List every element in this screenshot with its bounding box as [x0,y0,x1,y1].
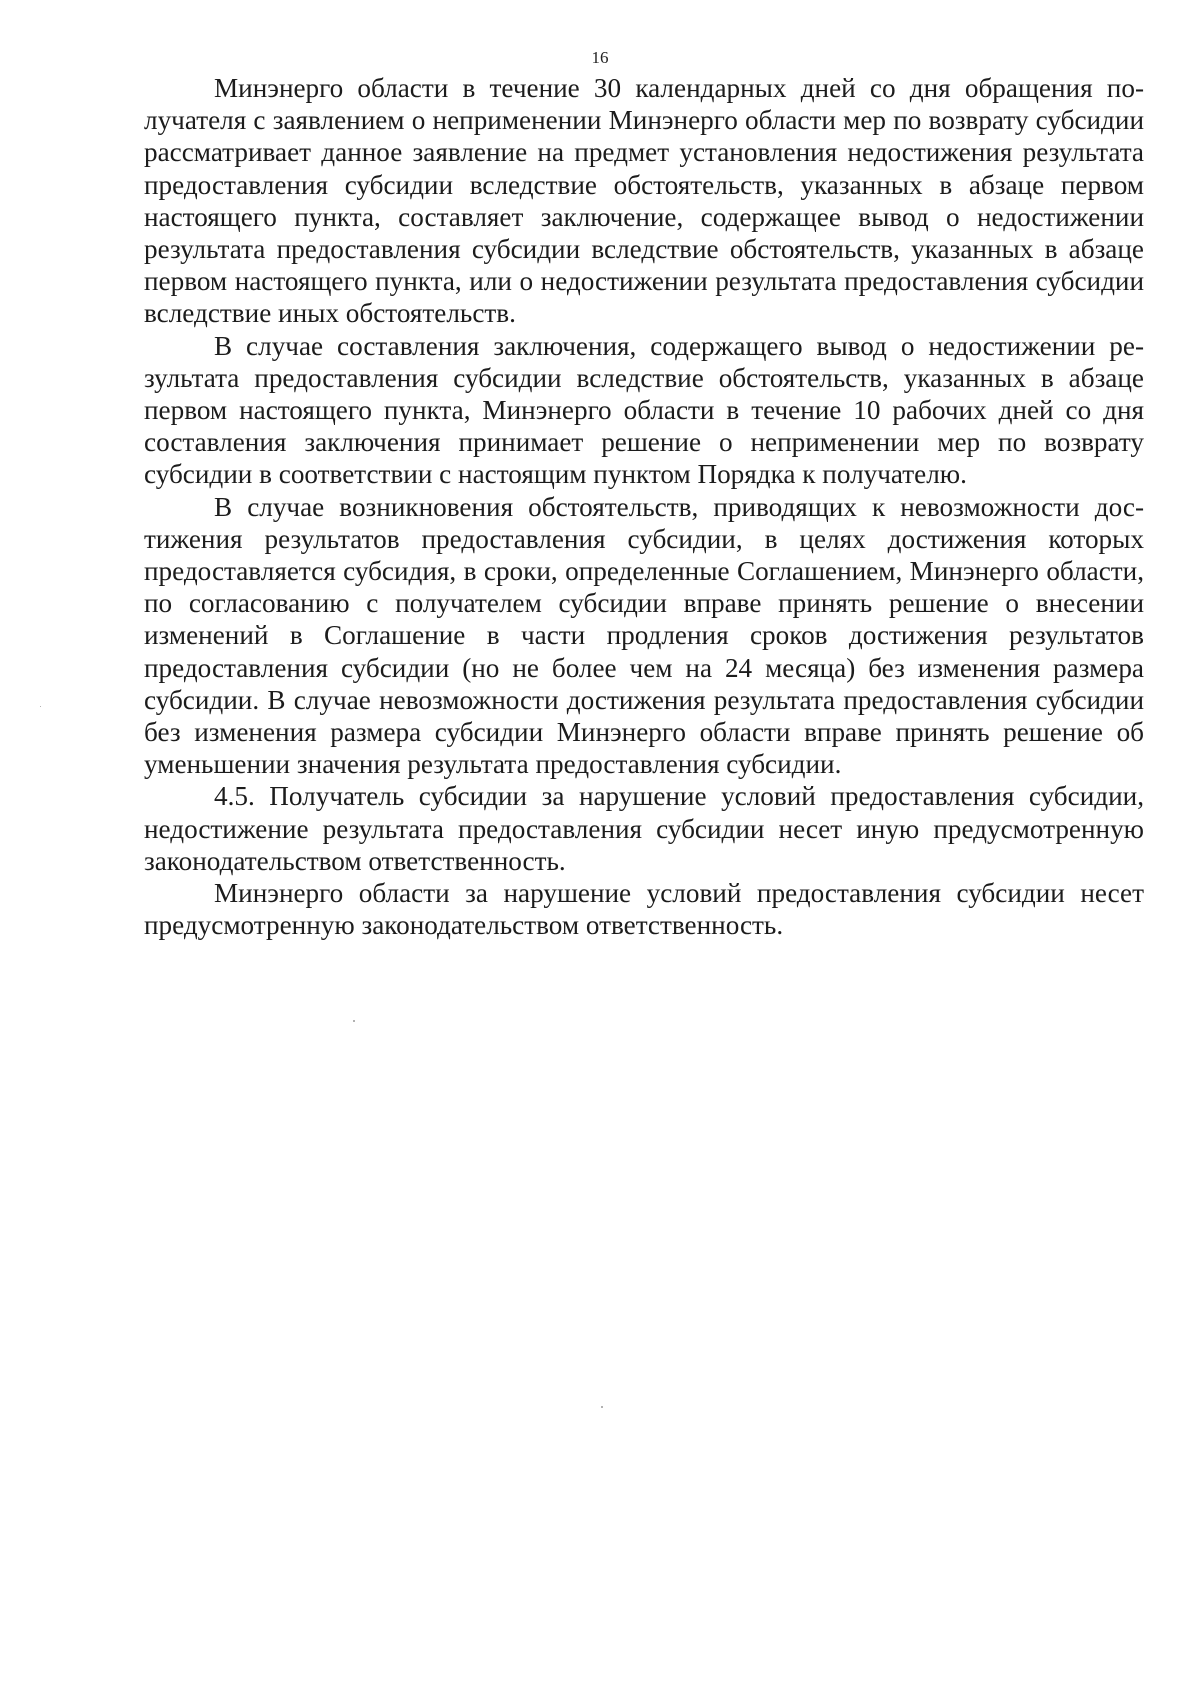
scan-speck [353,1020,355,1022]
paragraph-agreement-changes: В случае возникновения обстоятельств, приводящих к невозможности достижения результатов предоставления субсидии, в целях достижения которых предоставляется субсидия, в сроки, определенные Соглашением, Минэнерго области, по согласованию с получателем субсидии вправе принять решение о внесении изменений в Соглашение в части продления сроков достижения результатов предоставления субсидии (но не более чем на 24 месяца) без изменения размера субсидии. В случае невозможности достижения результата предоставления субсидии без изменения размера субсидии Минэнерго области вправе принять решение об уменьшении значения результата предоставления субсидии. [144,491,1144,780]
paragraph-recipient-responsibility: 4.5. Получатель субсидии за нарушение условий предоставления субсидии, недостижение результата предоставления субсидии несет иную предусмотренную законодательством ответственность. [144,781,1144,876]
page-number: 16 [591,48,609,67]
scan-speck [40,706,41,707]
document-body [144,72,1144,941]
paragraph-ministry-responsibility: Минэнерго области за нарушение условий предоставления субсидии несет предусмотренную законодательством ответственность. [144,878,1144,941]
scan-speck [601,1406,603,1408]
paragraph-decision-non-application: В случае составления заключения, содержащего вывод о недостижении результата предоставления субсидии вследствие обстоятельств, указанных в абзаце первом настоящего пункта, Минэнерго области в течение 10 рабочих дней со дня составления заключения принимает решение о неприменении мер по возврату субсидии в соответствии с настоящим пунктом Порядка к получателю. [144,330,1144,490]
paragraph-review-application: Минэнерго области в течение 30 календарных дней со дня обращения получателя с заявлением о неприменении Минэнерго области мер по возврату субсидии рассматривает данное заявление на предмет установления недостижения результата предоставления субсидии вследствие обстоятельств, указанных в абзаце первом настоящего пункта, составляет заключение, содержащее вывод о недостижении результата предоставления субсидии вследствие обстоятельств, указанных в абзаце первом настоящего пункта, или о недостижении результата предоставления субсидии вследствие иных обстоятельств. [144,73,1144,329]
